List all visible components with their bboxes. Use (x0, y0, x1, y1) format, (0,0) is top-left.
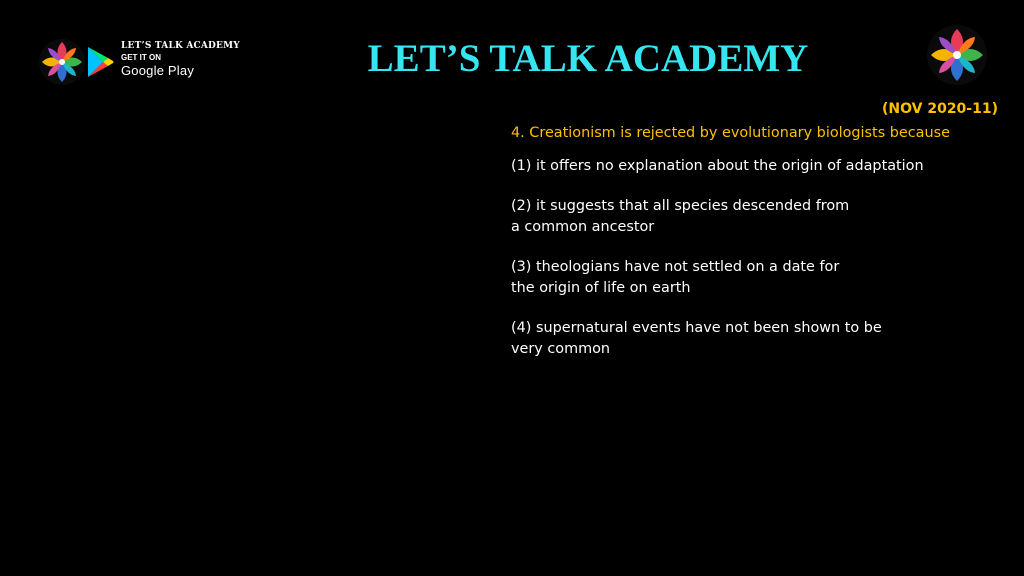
option-4: (4) supernatural events have not been shown to be very common (511, 320, 882, 357)
store-badge-academy: LET’S TALK ACADEMY (121, 41, 240, 51)
option-3: (3) theologians have not settled on a date for the origin of life on earth (511, 259, 840, 296)
question-text: 4. Creationism is rejected by evolutionary biologists because (511, 125, 950, 141)
option-1: (1) it offers no explanation about the origin of adaptation (511, 158, 924, 174)
option-2: (2) it suggests that all species descended from a common ancestor (511, 198, 850, 235)
google-play-icon (86, 46, 114, 78)
page-title: LET’S TALK ACADEMY (367, 37, 809, 80)
options-list (511, 156, 991, 379)
store-badge[interactable] (121, 42, 240, 77)
exam-code: (NOV 2020-11) (881, 101, 998, 117)
academy-emblem-icon (38, 38, 86, 86)
store-badge-get-it-on: GET IT ON (121, 53, 161, 62)
store-badge-google-play: Google Play (121, 63, 195, 78)
academy-emblem-icon (926, 24, 988, 86)
